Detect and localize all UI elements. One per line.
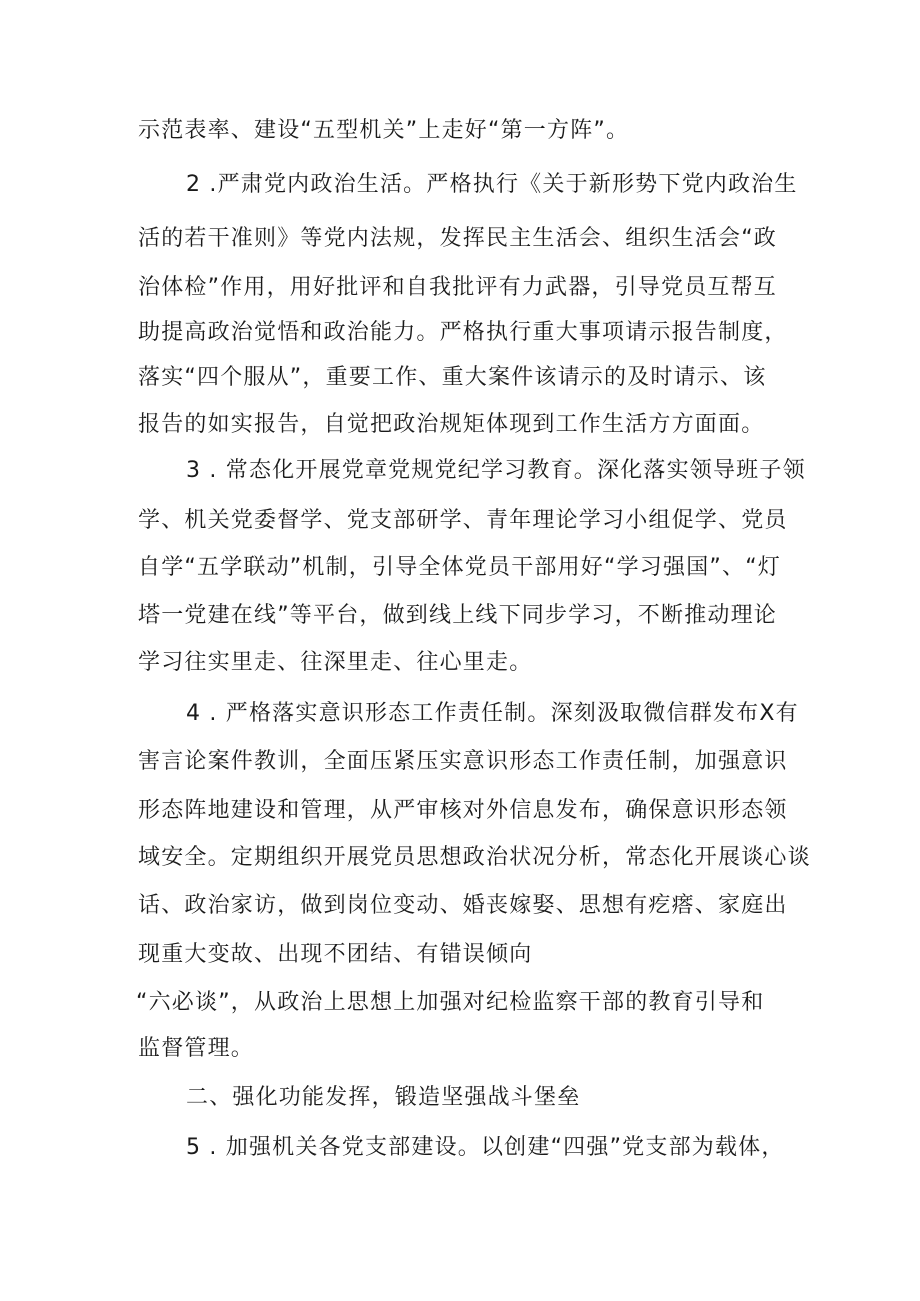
text-line: 报告的如实报告，自觉把政治规矩体现到工作生活方方面面。	[138, 412, 765, 437]
text-line: 自学“五学联动”机制，引导全体党员干部用好“学习强国”、“灯	[138, 555, 781, 580]
text-line: 话、政治家访，做到岗位变动、婚丧嫁娶、思想有疙瘩、家庭出	[138, 893, 788, 918]
text-line: 落实“四个服从”，重要工作、重大案件该请示的及时请示、该	[138, 365, 767, 390]
text-line: “六必谈”，从政治上思想上加强对纪检监察干部的教育引导和	[136, 990, 765, 1015]
text-line: 学、机关党委督学、党支部研学、青年理论学习小组促学、党员	[138, 508, 788, 533]
text-line: 示范表率、建设“五型机关”上走好“第一方阵”。	[138, 118, 630, 143]
text-line: 助提高政治觉悟和政治能力。严格执行重大事项请示报告制度，	[138, 320, 788, 345]
text-line: 塔一党建在线”等平台，做到线上线下同步学习，不断推动理论	[138, 603, 777, 628]
text-line: 监督管理。	[138, 1036, 255, 1061]
text-line: 现重大变故、出现不团结、有错误倾向	[138, 942, 533, 967]
text-line: 形态阵地建设和管理，从严审核对外信息发布，确保意识形态领	[138, 798, 788, 823]
text-line: 3 . 常态化开展党章党规党纪学习教育。深化落实领导班子领	[186, 458, 806, 483]
text-line: 治体检”作用，用好批评和自我批评有力武器，引导党员互帮互	[138, 275, 777, 300]
section-heading: 二、强化功能发挥，锻造坚强战斗堡垒	[186, 1085, 581, 1110]
text-line: 学习往实里走、往深里走、往心里走。	[138, 650, 533, 675]
text-line: 活的若干准则》等党内法规，发挥民主生活会、组织生活会“政	[138, 226, 777, 251]
text-line: 4 . 严格落实意识形态工作责任制。深刻汲取微信群发布X有	[186, 701, 799, 726]
text-line: 5 . 加强机关各党支部建设。以创建“四强”党支部为载体，	[186, 1135, 785, 1160]
text-line: 2 .严肃党内政治生活。严格执行《关于新形势下党内政治生	[186, 172, 798, 197]
text-line: 域安全。定期组织开展党员思想政治状况分析，常态化开展谈心谈	[138, 845, 811, 870]
text-line: 害言论案件教训，全面压紧压实意识形态工作责任制，加强意识	[138, 749, 788, 774]
